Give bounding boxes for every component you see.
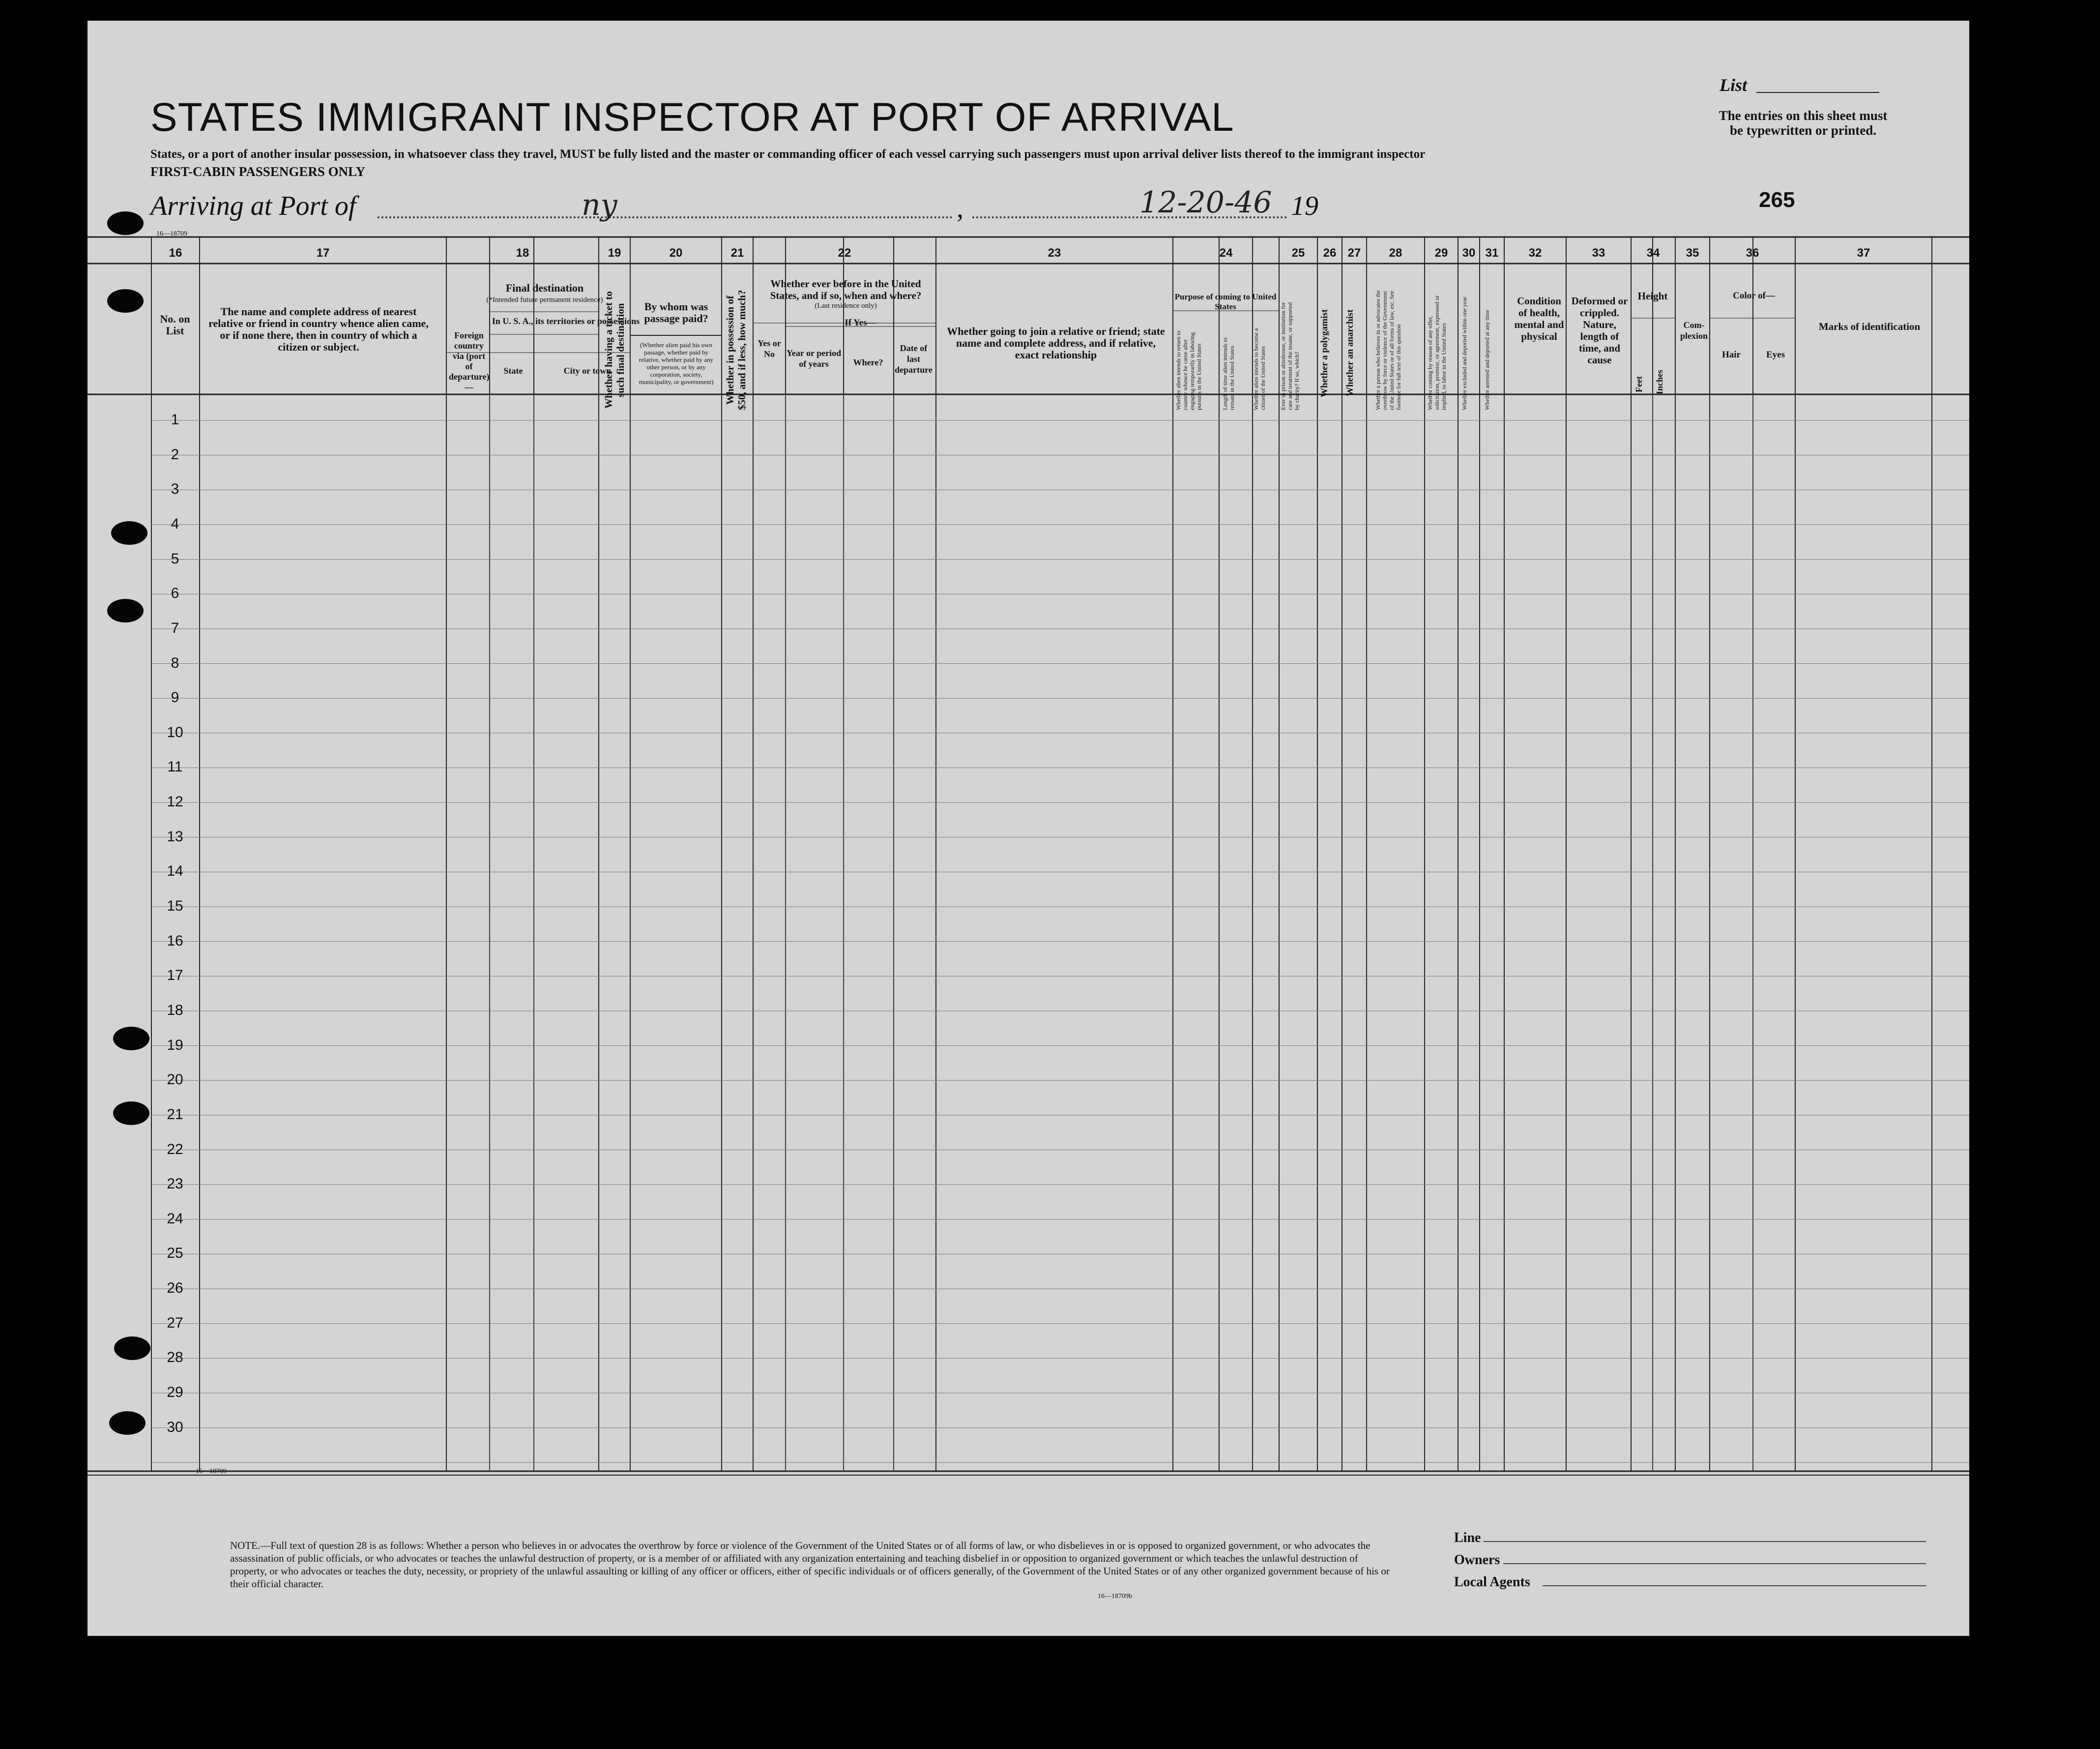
header-polygamist: Whether a polygamist	[1319, 309, 1330, 397]
row-number: 22	[167, 1141, 183, 1157]
instructions-line-1: The entries on this sheet must	[1719, 108, 1888, 123]
row-number: 23	[167, 1176, 183, 1192]
year-prefix: 19	[1291, 191, 1318, 221]
port-value[interactable]: ny	[582, 188, 617, 222]
column-number: 33	[1592, 246, 1605, 260]
header-possession-50: Whether in possession of $50, and if less, how much?	[724, 290, 748, 411]
column-number: 22	[838, 246, 851, 260]
owners-label: Owners	[1454, 1552, 1500, 1568]
list-label: List	[1720, 75, 1748, 95]
form-subtitle: States, or a port of another insular possession, in whatsoever class they travel, MUST be fully listed and the master or commanding officer of each vessel carrying such passengers must upon arrival deliver lists thereof to the immigrant inspector	[150, 148, 1426, 161]
header-by-whom-note: (Whether alien paid his own passage, whether paid by relative, whether paid by any other person, or by any corporation, society, municipality, or government)	[639, 341, 714, 385]
column-number: 21	[730, 246, 744, 260]
header-prison: Ever in prison or almshouse, or institution for care and treatment of the insane, or supported by charity? If so, which?	[1280, 302, 1300, 410]
column-number: 20	[669, 246, 683, 260]
header-complexion: Com-plexion	[1680, 320, 1708, 341]
column-number: 25	[1291, 246, 1305, 260]
row-number: 7	[171, 620, 179, 636]
header-anarchist: Whether an anarchist	[1345, 309, 1355, 397]
row-number: 10	[167, 724, 183, 741]
owners-field[interactable]	[1503, 1563, 1926, 1564]
binder-hole	[107, 211, 144, 235]
bottom-code: 16—18709	[196, 1468, 227, 1475]
binder-hole	[107, 599, 144, 623]
binder-hole	[107, 289, 144, 313]
row-number: 27	[167, 1314, 183, 1331]
row-number: 9	[171, 689, 179, 706]
header-final-destination-note: (*Intended future permanent residence)	[486, 296, 603, 304]
column-number: 17	[316, 246, 330, 260]
footnote-code: 16—18709b	[1098, 1593, 1132, 1600]
row-number: 2	[171, 446, 179, 463]
header-q29: Whether coming by reason of any offer, solicitation, promise, or agreement, expressed or implied, to labor in the United States	[1427, 295, 1447, 410]
header-where: Where?	[853, 357, 883, 367]
form-sheet	[88, 21, 1969, 1636]
column-number: 36	[1746, 246, 1759, 260]
row-number: 26	[167, 1280, 183, 1297]
header-city-or-town: City or town	[563, 366, 612, 376]
header-color-of: Color of—	[1733, 291, 1775, 301]
arriving-label: Arriving at Port of	[150, 191, 356, 221]
line-field[interactable]	[1484, 1541, 1926, 1542]
header-q30: Whether excluded and deported within one year	[1461, 296, 1468, 410]
header-hair: Hair	[1722, 350, 1741, 360]
column-number: 29	[1434, 246, 1448, 260]
column-number: 18	[516, 246, 529, 260]
row-number: 19	[167, 1037, 183, 1053]
binder-hole	[109, 1411, 146, 1435]
row-number: 14	[167, 863, 183, 880]
header-going-to-join: Whether going to join a relative or friend; state name and complete address, and if relative, exact relationship	[947, 325, 1165, 361]
column-number: 23	[1048, 246, 1061, 260]
instructions-line-2: be typewritten or printed.	[1730, 123, 1876, 138]
row-number: 11	[167, 759, 183, 775]
header-in-usa: In U. S. A., its territories or possessions	[492, 316, 640, 326]
header-ever-before-note: (Last residence only)	[815, 302, 877, 310]
row-number: 3	[171, 481, 179, 498]
column-number: 31	[1485, 246, 1499, 260]
column-number: 35	[1686, 246, 1699, 260]
line-label: Line	[1454, 1530, 1481, 1545]
header-final-destination: Final destination	[505, 282, 584, 294]
binder-hole	[113, 1027, 149, 1050]
port-field-line	[378, 216, 953, 218]
footnote: NOTE.—Full text of question 28 is as follows: Whether a person who believes in or advocates the overthrow by force or violence of the Government of the United States or of all forms of law, or who disbelieves in or is opposed to organized government, or who advocates the assassination of public officials, or who advocates or teaches the unlawful destruction of property, or is a member of or affiliated with any organization entertaining and teaching disbelief in or opposition to organized government or which teaches the unlawful destruction of property, or who advocates or teaches the duty, necessity, or propriety of the unlawful assaulting or killing of any officer or officers, either of specific individuals or of officers generally, of the Government of the United States or of any other organized government because of his or their official character.	[230, 1540, 1390, 1590]
column-number: 16	[169, 246, 182, 260]
row-number: 30	[167, 1419, 183, 1435]
header-nearest-relative: The name and complete address of nearest relative or friend in country whence alien came, or if none there, then in country of which a citizen or subject.	[208, 305, 429, 353]
header-inches: Inches	[1655, 370, 1664, 395]
row-number: 5	[171, 550, 179, 567]
header-marks: Marks of identification	[1818, 321, 1921, 332]
comma: ,	[957, 193, 963, 224]
row-number: 13	[167, 828, 183, 845]
column-number: 24	[1219, 246, 1233, 260]
row-number: 16	[167, 932, 183, 949]
header-by-whom: By whom was passage paid?	[644, 300, 708, 325]
row-number: 8	[171, 654, 179, 671]
row-number: 24	[167, 1210, 183, 1227]
row-number: 15	[167, 898, 183, 915]
binder-hole	[111, 521, 147, 545]
header-feet: Feet	[1634, 376, 1644, 393]
header-if-yes: If Yes—	[845, 318, 876, 328]
row-number: 28	[167, 1349, 183, 1366]
header-q31: Whether arrested and deported at any time	[1484, 310, 1490, 410]
form-title: STATES IMMIGRANT INSPECTOR AT PORT OF ARRIVAL	[150, 95, 1234, 140]
binder-hole	[114, 1336, 150, 1360]
header-purpose-b: Length of time alien intends to remain in the United States	[1222, 337, 1235, 410]
header-ticket: Whether having a ticket to such final destination	[603, 291, 626, 409]
row-number: 1	[171, 411, 179, 428]
column-number: 34	[1646, 246, 1660, 260]
header-state: State	[503, 366, 523, 376]
column-number: 30	[1462, 246, 1476, 260]
row-number: 17	[167, 967, 183, 984]
header-purpose-a: Whether alien intends to return to country whence he came after engaging temporarily in laboring pursuits in the United States	[1175, 330, 1202, 410]
header-height: Height	[1637, 290, 1668, 302]
passenger-class: FIRST-CABIN PASSENGERS ONLY	[150, 164, 366, 179]
header-ever-before: Whether ever before in the United States, and if so, when and where?	[770, 278, 922, 301]
local-agents-label: Local Agents	[1454, 1574, 1530, 1590]
binder-hole	[113, 1101, 149, 1125]
local-agents-field[interactable]	[1543, 1585, 1926, 1586]
column-number: 27	[1347, 246, 1361, 260]
row-number: 25	[167, 1245, 183, 1262]
header-purpose: Purpose of coming to United States	[1174, 292, 1277, 311]
row-number: 4	[171, 515, 179, 532]
list-field[interactable]	[1756, 92, 1879, 93]
header-date-last-departure: Date of last departure	[895, 343, 933, 375]
header-condition: Condition of health, mental and physical	[1514, 295, 1564, 342]
header-foreign-country: Foreign country via (port of departure)—	[449, 330, 490, 392]
column-number: 28	[1389, 246, 1402, 260]
header-deformed: Deformed or crippled. Nature, length of time, and cause	[1571, 295, 1628, 366]
column-number: 37	[1857, 246, 1870, 260]
row-number: 20	[167, 1071, 183, 1088]
header-q28: Whether a person who believes in or advocates the overthrow by force or violence of the Government of the United States or of all forms of law, etc. See footnote for full text of this question	[1374, 290, 1402, 410]
page-number: 265	[1759, 188, 1795, 212]
header-no-on-list: No. on List	[160, 313, 190, 337]
column-number: 32	[1528, 246, 1542, 260]
column-number: 19	[608, 246, 621, 260]
form-code: 16—18709	[156, 230, 187, 237]
entry-instructions	[1665, 108, 1941, 138]
header-purpose-c: Whether alien intends to become a citizen of the United States	[1253, 328, 1266, 410]
row-number: 6	[171, 585, 179, 602]
date-value[interactable]: 12-20-46	[1139, 185, 1272, 220]
row-number: 12	[167, 794, 183, 810]
row-number: 29	[167, 1384, 183, 1401]
header-yes-or-no: Yes or No	[758, 338, 781, 359]
header-eyes: Eyes	[1766, 350, 1785, 360]
column-number: 26	[1323, 246, 1337, 260]
header-year-or-period: Year or period of years	[786, 348, 842, 369]
row-number: 21	[167, 1106, 183, 1123]
row-number: 18	[167, 1002, 183, 1018]
